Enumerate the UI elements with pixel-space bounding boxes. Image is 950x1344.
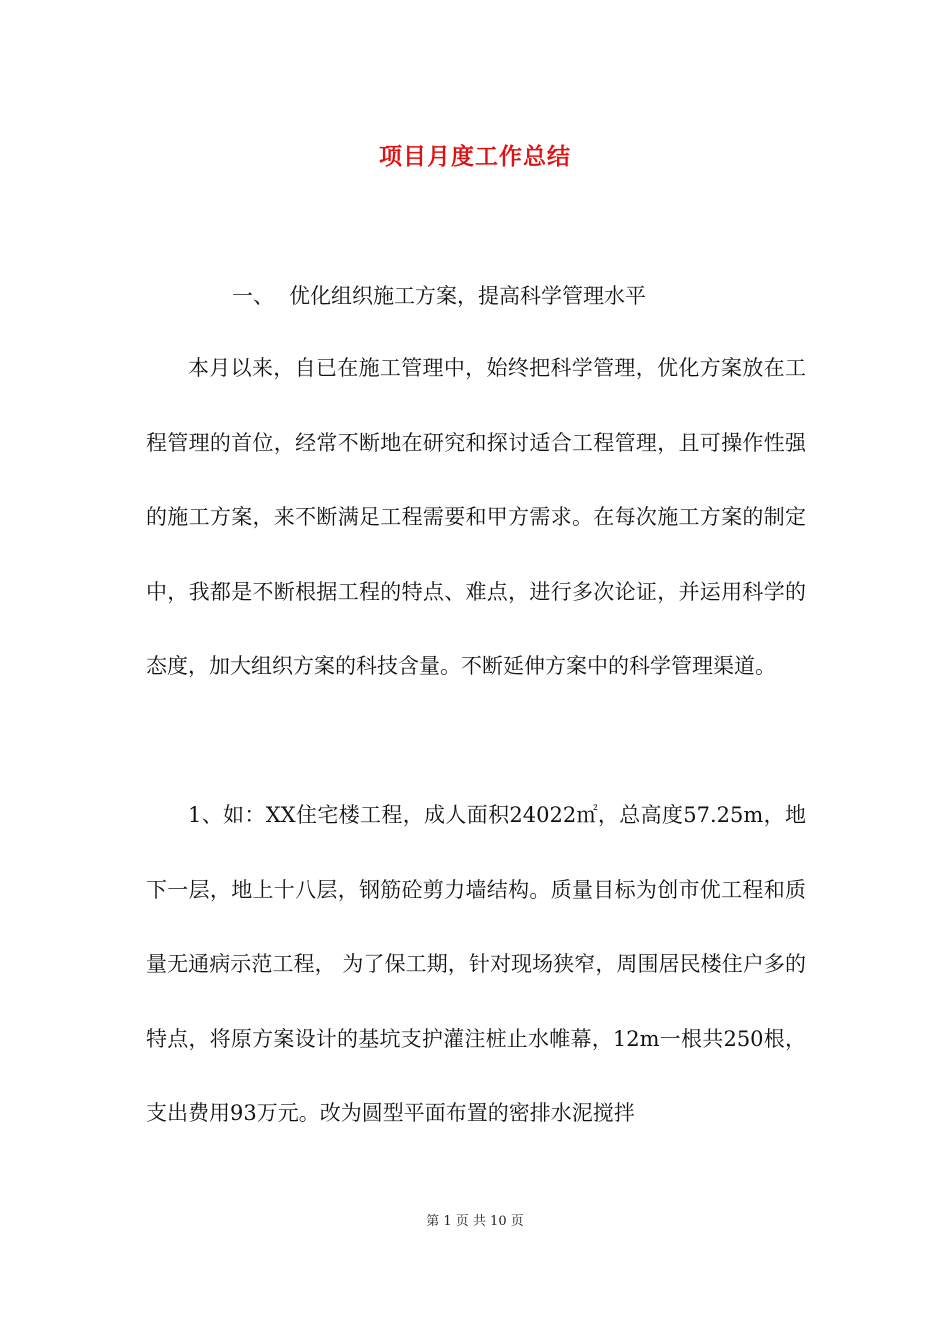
section-heading-text: 优化组织施工方案，提高科学管理水平 (289, 284, 646, 308)
section-number: 一、 (232, 284, 274, 308)
section-heading (232, 282, 646, 310)
paragraph: 本月以来，自已在施工管理中，始终把科学管理，优化方案放在工程管理的首位，经常不断地在研究和探讨适合工程管理，且可操作性强的施工方案，来不断满足工程需要和甲方需求。在每次施工方案的制定中，我都是不断根据工程的特点、难点，进行多次论证，并运用科学的态度，加大组织方案的科技含量。不断延伸方案中的科学管理渠道。 (146, 356, 806, 678)
paragraph: 1、如：XX住宅楼工程，成人面积24022㎡，总高度57.25m，地下一层，地上十八层，钢筋砼剪力墙结构。质量目标为创市优工程和质量无通病示范工程， 为了保工期，针对现场狭窄，周围居民楼住户多的特点，将原方案设计的基坑支护灌注桩止水帷幕，12m一根共250根，支出费用93万元。改为圆型平面布置的密排水泥搅拌 (146, 803, 806, 1125)
page-footer: 第 1 页 共 10 页 (426, 1214, 524, 1229)
document-title: 项目月度工作总结 (379, 144, 571, 170)
